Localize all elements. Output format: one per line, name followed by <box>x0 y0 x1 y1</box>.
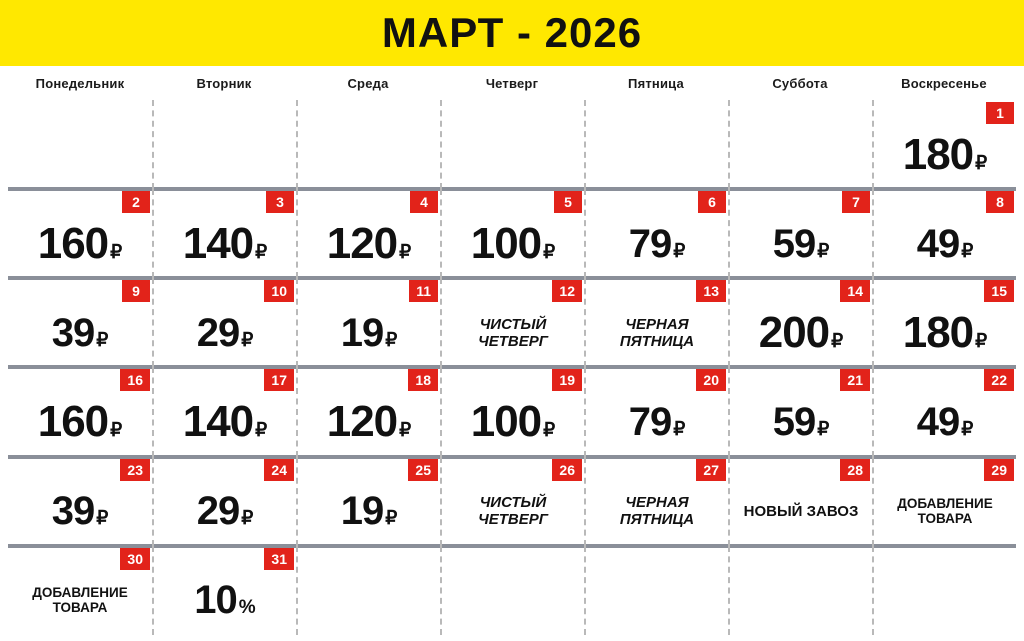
price-value <box>470 218 556 268</box>
day-number-badge: 9 <box>122 280 150 302</box>
price-value <box>340 310 398 355</box>
calendar-day-cell[interactable] <box>8 189 152 278</box>
day-cell-content <box>730 391 872 456</box>
day-number-badge: 24 <box>264 459 294 481</box>
price-unit: ₽ <box>961 240 974 262</box>
day-number-badge: 19 <box>552 369 582 391</box>
calendar-day-cell[interactable] <box>440 189 584 278</box>
price-amount: 120 <box>326 397 398 447</box>
weekday-header-row <box>0 66 1024 100</box>
price-value <box>194 578 256 623</box>
price-amount: 59 <box>772 400 816 445</box>
day-event-label: ЧИСТЫЙ ЧЕТВЕРГ <box>478 493 548 529</box>
price-value <box>902 308 988 357</box>
calendar-empty-cell <box>728 100 872 189</box>
calendar-day-cell[interactable] <box>728 367 872 456</box>
price-unit: ₽ <box>96 508 109 530</box>
price-unit: ₽ <box>399 241 412 263</box>
day-cell-content <box>874 391 1016 456</box>
day-cell-content <box>8 302 152 367</box>
day-number-badge: 4 <box>410 191 438 213</box>
price-unit: ₽ <box>255 241 268 263</box>
day-number-badge: 13 <box>696 280 726 302</box>
day-number-badge: 8 <box>986 191 1014 213</box>
price-unit: ₽ <box>831 331 844 352</box>
day-cell-content <box>442 213 584 278</box>
calendar-day-cell[interactable] <box>8 546 152 635</box>
price-unit: ₽ <box>385 508 398 530</box>
price-amount: 79 <box>628 400 672 445</box>
price-value <box>902 129 988 179</box>
price-amount: 120 <box>326 218 398 268</box>
price-value <box>628 221 686 266</box>
price-value <box>470 397 556 447</box>
calendar-day-cell[interactable] <box>872 367 1016 456</box>
calendar-day-cell[interactable] <box>872 100 1016 189</box>
price-unit: ₽ <box>399 420 412 442</box>
price-unit: ₽ <box>817 419 830 441</box>
day-event-label: ЧЕРНАЯ ПЯТНИЦА <box>619 493 695 529</box>
day-cell-content <box>8 481 152 546</box>
day-number-badge: 30 <box>120 548 150 570</box>
calendar-day-cell[interactable] <box>872 278 1016 367</box>
calendar-day-cell[interactable] <box>440 278 584 367</box>
calendar-day-cell[interactable] <box>296 189 440 278</box>
day-number-badge: 14 <box>840 280 870 302</box>
price-unit: ₽ <box>241 508 254 530</box>
day-cell-content <box>154 481 296 546</box>
calendar-empty-cell <box>296 546 440 635</box>
calendar-empty-cell <box>584 546 728 635</box>
price-value <box>37 218 123 268</box>
day-number-badge: 10 <box>264 280 294 302</box>
calendar-header-banner <box>0 0 1024 66</box>
day-cell-content <box>874 481 1016 546</box>
day-cell-content <box>730 481 872 546</box>
calendar-empty-cell <box>296 100 440 189</box>
price-unit: ₽ <box>255 420 268 442</box>
day-number-badge: 22 <box>984 369 1014 391</box>
calendar-day-cell[interactable] <box>728 457 872 546</box>
day-number-badge: 17 <box>264 369 294 391</box>
price-amount: 49 <box>916 400 960 445</box>
day-number-badge: 25 <box>408 459 438 481</box>
page-title: МАРТ - 2026 <box>381 9 643 56</box>
price-value <box>51 310 109 355</box>
day-number-badge: 16 <box>120 369 150 391</box>
calendar-day-cell[interactable] <box>152 189 296 278</box>
calendar-day-cell[interactable] <box>584 367 728 456</box>
price-amount: 29 <box>196 310 240 355</box>
day-cell-content <box>154 213 296 278</box>
day-cell-content <box>154 302 296 367</box>
weekday-monday: Понедельник <box>35 75 125 91</box>
calendar-day-cell[interactable] <box>8 367 152 456</box>
day-number-badge: 26 <box>552 459 582 481</box>
calendar-day-cell[interactable] <box>152 278 296 367</box>
price-amount: 160 <box>37 218 109 268</box>
price-value <box>916 221 974 266</box>
price-amount: 49 <box>916 221 960 266</box>
price-value <box>628 400 686 445</box>
price-amount: 200 <box>758 308 830 357</box>
price-amount: 19 <box>340 489 384 534</box>
calendar-day-cell[interactable] <box>152 367 296 456</box>
price-value <box>196 489 254 534</box>
day-number-badge: 31 <box>264 548 294 570</box>
price-amount: 79 <box>628 221 672 266</box>
price-unit: ₽ <box>975 152 988 174</box>
day-number-badge: 6 <box>698 191 726 213</box>
calendar-day-cell[interactable] <box>296 367 440 456</box>
price-value <box>772 400 830 445</box>
day-number-badge: 2 <box>122 191 150 213</box>
price-value <box>340 489 398 534</box>
day-cell-content <box>442 481 584 546</box>
day-cell-content <box>874 124 1016 189</box>
price-amount: 10 <box>194 578 237 623</box>
price-unit: ₽ <box>975 331 988 352</box>
day-event-label: ДОБАВЛЕНИЕ ТОВАРА <box>897 495 993 527</box>
price-amount: 100 <box>470 218 542 268</box>
price-unit: ₽ <box>110 241 123 263</box>
price-value <box>182 218 268 268</box>
calendar-day-cell[interactable] <box>440 457 584 546</box>
day-number-badge: 27 <box>696 459 726 481</box>
day-cell-content <box>8 213 152 278</box>
price-unit: % <box>238 597 256 619</box>
price-unit: ₽ <box>961 419 974 441</box>
calendar-empty-cell <box>152 100 296 189</box>
calendar-day-cell[interactable] <box>152 457 296 546</box>
calendar-day-cell[interactable] <box>872 457 1016 546</box>
day-number-badge: 29 <box>984 459 1014 481</box>
weekday-thursday: Четверг <box>485 75 539 91</box>
calendar-day-cell[interactable] <box>8 457 152 546</box>
price-amount: 180 <box>902 308 974 357</box>
day-number-badge: 1 <box>986 102 1014 124</box>
day-cell-content <box>874 213 1016 278</box>
day-cell-content <box>298 481 440 546</box>
price-unit: ₽ <box>543 420 556 442</box>
price-value <box>37 397 123 447</box>
calendar-empty-cell <box>872 546 1016 635</box>
day-number-badge: 5 <box>554 191 582 213</box>
day-cell-content <box>8 570 152 635</box>
day-cell-content <box>586 213 728 278</box>
price-amount: 39 <box>51 310 95 355</box>
price-amount: 160 <box>37 397 109 447</box>
price-amount: 59 <box>772 221 816 266</box>
price-unit: ₽ <box>241 329 254 351</box>
day-number-badge: 21 <box>840 369 870 391</box>
price-unit: ₽ <box>817 240 830 262</box>
calendar-day-cell[interactable] <box>584 189 728 278</box>
day-cell-content <box>298 302 440 367</box>
day-cell-content <box>586 391 728 456</box>
day-cell-content <box>442 391 584 456</box>
price-value <box>758 308 844 357</box>
day-cell-content <box>874 302 1016 367</box>
calendar-day-cell[interactable] <box>728 189 872 278</box>
day-cell-content <box>298 213 440 278</box>
day-number-badge: 20 <box>696 369 726 391</box>
day-cell-content <box>586 302 728 367</box>
day-event-label: ДОБАВЛЕНИЕ ТОВАРА <box>32 584 128 616</box>
day-number-badge: 23 <box>120 459 150 481</box>
price-unit: ₽ <box>96 329 109 351</box>
calendar-empty-cell <box>8 100 152 189</box>
weekday-tuesday: Вторник <box>196 75 252 91</box>
day-event-label: ЧИСТЫЙ ЧЕТВЕРГ <box>478 315 548 350</box>
price-value <box>196 310 254 355</box>
calendar-empty-cell <box>440 100 584 189</box>
price-amount: 140 <box>182 218 254 268</box>
weekday-saturday: Суббота <box>772 75 828 91</box>
calendar-day-cell[interactable] <box>8 278 152 367</box>
price-value <box>326 397 412 447</box>
price-amount: 29 <box>196 489 240 534</box>
price-amount: 39 <box>51 489 95 534</box>
calendar-day-cell[interactable] <box>728 278 872 367</box>
calendar-day-cell[interactable] <box>152 546 296 635</box>
price-amount: 140 <box>182 397 254 447</box>
price-value <box>326 218 412 268</box>
day-cell-content <box>442 302 584 367</box>
price-value <box>51 489 109 534</box>
day-cell-content <box>154 570 296 635</box>
weekday-friday: Пятница <box>628 75 684 91</box>
calendar-day-cell[interactable] <box>296 457 440 546</box>
day-number-badge: 18 <box>408 369 438 391</box>
calendar-day-cell[interactable] <box>296 278 440 367</box>
price-amount: 180 <box>902 129 974 179</box>
calendar-empty-cell <box>728 546 872 635</box>
weekday-wednesday: Среда <box>347 75 389 91</box>
day-number-badge: 7 <box>842 191 870 213</box>
price-unit: ₽ <box>385 329 398 351</box>
price-unit: ₽ <box>110 420 123 442</box>
calendar-day-cell[interactable] <box>584 457 728 546</box>
day-number-badge: 12 <box>552 280 582 302</box>
weekday-sunday: Воскресенье <box>901 75 987 91</box>
price-unit: ₽ <box>673 240 686 262</box>
day-event-label: ЧЕРНАЯ ПЯТНИЦА <box>619 315 695 350</box>
calendar-day-cell[interactable] <box>440 367 584 456</box>
day-cell-content <box>298 391 440 456</box>
calendar-empty-cell <box>584 100 728 189</box>
day-cell-content <box>730 302 872 367</box>
day-cell-content <box>730 213 872 278</box>
price-unit: ₽ <box>673 419 686 441</box>
price-amount: 19 <box>340 310 384 355</box>
price-value <box>772 221 830 266</box>
calendar-day-cell[interactable] <box>872 189 1016 278</box>
day-cell-content <box>586 481 728 546</box>
calendar-empty-cell <box>440 546 584 635</box>
day-cell-content <box>8 391 152 456</box>
day-number-badge: 28 <box>840 459 870 481</box>
price-value <box>916 400 974 445</box>
calendar-grid <box>0 100 1024 641</box>
price-amount: 100 <box>470 397 542 447</box>
day-number-badge: 11 <box>409 280 438 302</box>
price-unit: ₽ <box>543 241 556 263</box>
day-cell-content <box>154 391 296 456</box>
day-number-badge: 3 <box>266 191 294 213</box>
calendar-day-cell[interactable] <box>584 278 728 367</box>
day-number-badge: 15 <box>984 280 1014 302</box>
price-value <box>182 397 268 447</box>
day-event-label: НОВЫЙ ЗАВОЗ <box>743 502 859 520</box>
